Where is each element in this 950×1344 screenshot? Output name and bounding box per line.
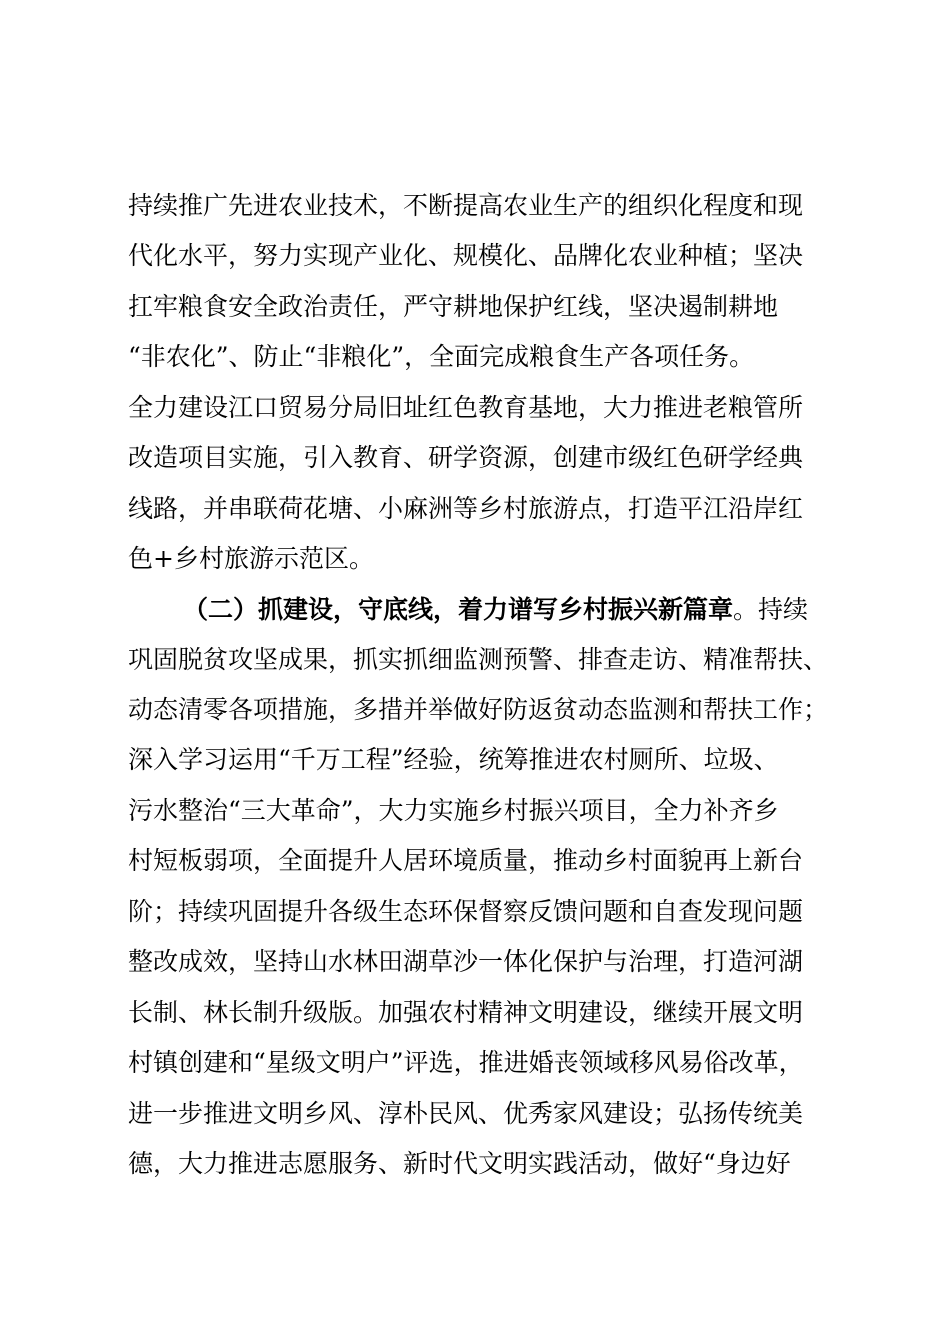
- paragraph-1-line-1: 持续推广先进农业技术，不断提高农业生产的组织化程度和现: [128, 191, 804, 220]
- paragraph-2-line-7: 整改成效，坚持山水林田湖草沙一体化保护与治理，打造河湖: [128, 947, 804, 976]
- paragraph-1-line-5: 全力建设江口贸易分局旧址红色教育基地，大力推进老粮管所: [128, 393, 804, 422]
- paragraph-1-line-3: 扛牢粮食安全政治责任，严守耕地保护红线，坚决遏制耕地: [128, 292, 779, 321]
- paragraph-2-line-10: 进一步推进文明乡风、淳朴民风、优秀家风建设；弘扬传统美: [128, 1099, 804, 1128]
- section-heading: （二）抓建设，守底线，着力谱写乡村振兴新篇章: [183, 595, 734, 624]
- paragraph-2-line-11: 德，大力推进志愿服务、新时代文明实践活动，做好“身边好: [128, 1149, 791, 1178]
- paragraph-2-line-6: 阶；持续巩固提升各级生态环保督察反馈问题和自查发现问题: [128, 897, 804, 926]
- section-heading-tail: 。持续: [733, 595, 809, 624]
- paragraph-2-line-4: 污水整治“三大革命”，大力实施乡村振兴项目，全力补齐乡: [128, 796, 779, 825]
- paragraph-2-first-line: [183, 590, 833, 630]
- paragraph-2-line-1: 巩固脱贫攻坚成果，抓实抓细监测预警、排查走访、精准帮扶、: [128, 645, 829, 674]
- paragraph-2-line-2: 动态清零各项措施，多措并举做好防返贫动态监测和帮扶工作；: [128, 695, 829, 724]
- paragraph-1-line-6: 改造项目实施，引入教育、研学资源，创建市级红色研学经典: [128, 443, 804, 472]
- paragraph-1-line-8: 色+乡村旅游示范区。: [128, 544, 374, 573]
- paragraph-2-line-9: 村镇创建和“星级文明户”评选，推进婚丧领域移风易俗改革，: [128, 1048, 804, 1077]
- paragraph-1-line-2: 代化水平，努力实现产业化、规模化、品牌化农业种植；坚决: [128, 241, 804, 270]
- paragraph-2-line-8: 长制、林长制升级版。加强农村精神文明建设，继续开展文明: [128, 998, 804, 1027]
- paragraph-2-line-3: 深入学习运用“千万工程”经验，统筹推进农村厕所、垃圾、: [128, 745, 779, 774]
- paragraph-1-line-4: “非农化”、防止“非粮化”，全面完成粮食生产各项任务。: [128, 342, 755, 371]
- paragraph-1-line-7: 线路，并串联荷花塘、小麻洲等乡村旅游点，打造平江沿岸红: [128, 494, 804, 523]
- paragraph-2-line-5: 村短板弱项，全面提升人居环境质量，推动乡村面貌再上新台: [128, 846, 804, 875]
